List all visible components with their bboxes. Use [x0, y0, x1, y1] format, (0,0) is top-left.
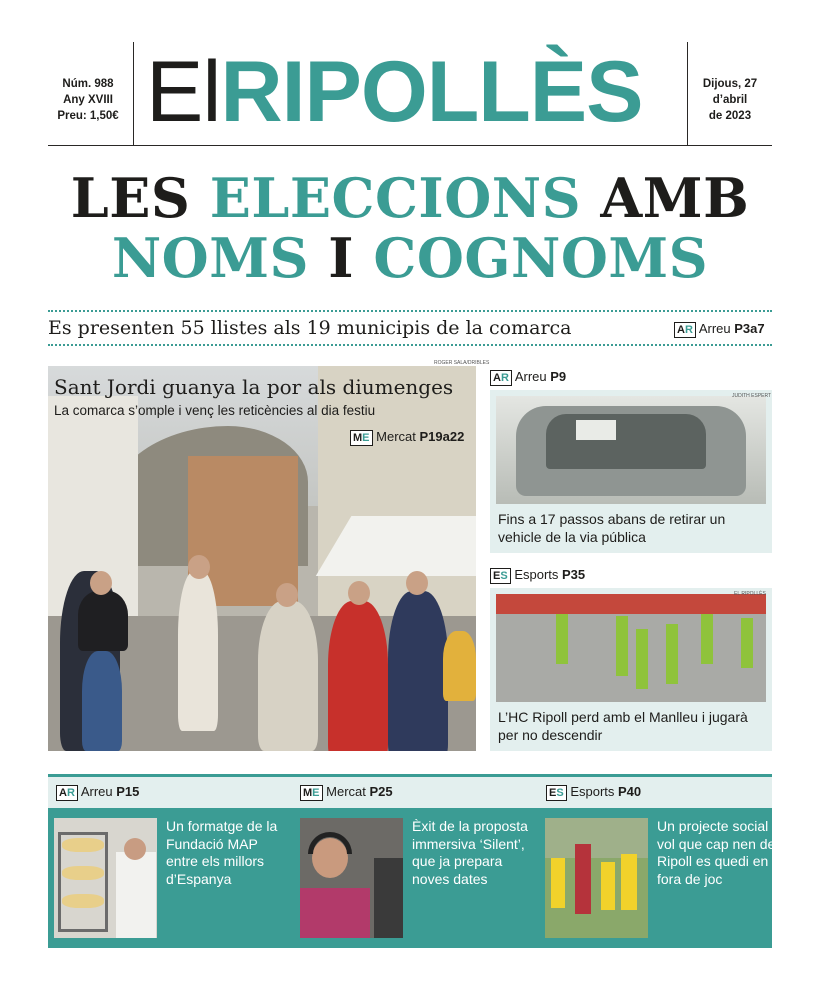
main-story-title[interactable]: Sant Jordi guanya la por als diumenges	[54, 375, 454, 399]
section-reference[interactable]	[546, 783, 641, 801]
issue-year: Any XVIII	[63, 94, 113, 106]
date-line: d’abril	[712, 94, 748, 106]
section-name: Arreu	[514, 369, 547, 384]
section-reference[interactable]	[490, 368, 566, 386]
section-tag: AR	[56, 785, 78, 801]
section-name: Esports	[570, 784, 615, 799]
section-tag: ES	[490, 568, 511, 584]
photo-credit: EL RIPOLLÈS	[734, 591, 766, 597]
page-ref: P15	[116, 784, 140, 799]
crowd-image	[48, 541, 476, 751]
issue-info	[48, 76, 128, 124]
section-tag: AR	[490, 370, 512, 386]
dotted-rule	[48, 344, 772, 346]
photo-credit: ROGER SALA/DRIBLES	[434, 360, 490, 366]
cheese-photo	[54, 818, 157, 938]
story-card[interactable]	[490, 588, 772, 751]
divider	[133, 42, 134, 146]
headline-word: I	[328, 226, 355, 290]
headline-word: AMB	[600, 166, 750, 230]
main-story-subtitle: La comarca s’omple i venç les reticències al dia festiu	[54, 403, 376, 418]
headline-word: LES	[70, 166, 191, 230]
section-tag: ME	[300, 785, 323, 801]
football-kids-photo	[545, 818, 648, 938]
issue-number: Núm. 988	[62, 78, 114, 90]
newspaper-logo	[146, 44, 676, 140]
teaser-text: Èxit de la proposta immersiva ‘Silent’, que ja prepara noves dates	[412, 818, 528, 887]
teaser-text: Un formatge de la Fundació MAP entre els millors d’Espanya	[166, 818, 278, 887]
headline-word: COGNOMS	[373, 226, 709, 290]
section-name: Arreu	[698, 321, 731, 336]
headline-subhead: Es presenten 55 llistes als 19 municipis de la comarca	[48, 317, 572, 339]
silent-event-photo	[300, 818, 403, 938]
main-headline	[30, 168, 790, 288]
logo-name: RIPOLLÈS	[220, 44, 643, 140]
section-reference[interactable]	[56, 783, 139, 801]
story-card[interactable]	[490, 390, 772, 553]
section-reference[interactable]	[300, 783, 393, 801]
page-ref: P19a22	[419, 429, 465, 444]
date-line: Dijous, 27	[702, 78, 758, 90]
photo-credit: JUDITH ESPERT	[732, 393, 772, 399]
page-ref: P3a7	[734, 321, 765, 336]
page-ref: P9	[550, 369, 567, 384]
dotted-rule	[48, 310, 772, 312]
section-tag: ES	[546, 785, 567, 801]
page-ref: P25	[369, 784, 393, 799]
car-photo	[496, 396, 766, 504]
masthead	[48, 42, 772, 146]
hockey-photo	[496, 594, 766, 702]
section-name: Mercat	[326, 784, 366, 799]
bottom-teasers	[48, 774, 776, 948]
page-ref: P35	[562, 567, 586, 582]
section-reference[interactable]	[674, 320, 765, 338]
section-reference[interactable]	[350, 428, 464, 446]
section-reference[interactable]	[490, 566, 585, 584]
page-ref: P40	[618, 784, 642, 799]
issue-date	[688, 76, 772, 124]
section-tag: ME	[350, 430, 373, 446]
story-caption[interactable]: L’HC Ripoll perd amb el Manlleu i jugarà per no descendir	[498, 709, 748, 743]
headline-word: ELECCIONS	[209, 166, 582, 230]
section-name: Arreu	[80, 784, 113, 799]
date-line: de 2023	[708, 110, 752, 122]
section-name: Mercat	[376, 429, 416, 444]
headline-word: NOMS	[111, 226, 309, 290]
teaser-header-strip	[48, 774, 772, 808]
section-tag: AR	[674, 322, 696, 338]
story-caption[interactable]: Fins a 17 passos abans de retirar un vehicle de la via pública	[498, 511, 726, 545]
main-story-photo[interactable]	[48, 366, 476, 751]
teaser-text: Un projecte social vol que cap nen de Ripoll es quedi en fora de joc	[657, 818, 776, 887]
issue-price: Preu: 1,50€	[57, 110, 119, 122]
logo-el: El	[146, 44, 221, 140]
section-name: Esports	[514, 567, 559, 582]
